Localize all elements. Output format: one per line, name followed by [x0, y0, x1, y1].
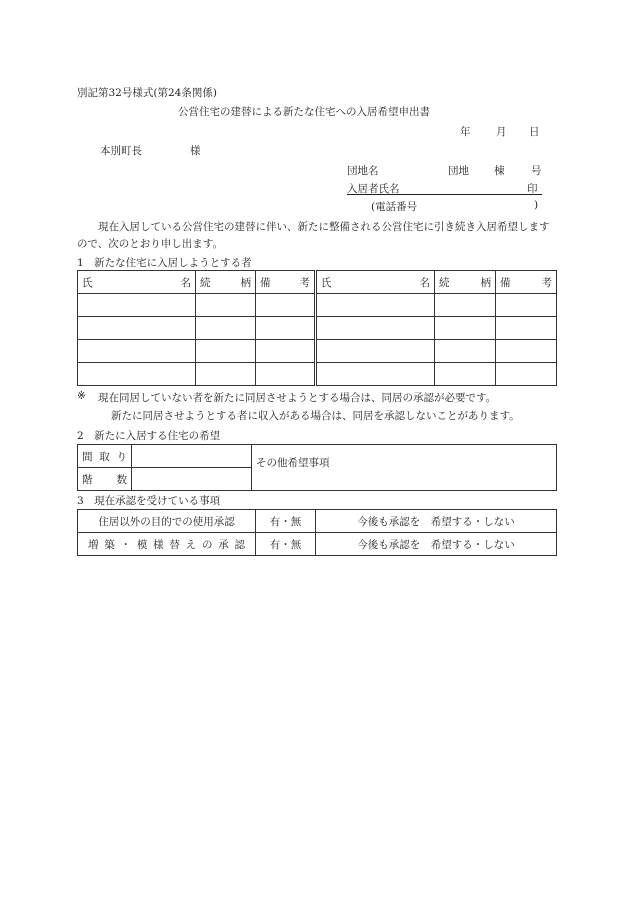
approval-wish-use[interactable]: 今後も承認を 希望する・しない: [316, 510, 557, 533]
col-relation-left: 続柄: [196, 271, 256, 294]
table-row: [78, 533, 557, 556]
danchi-suffix: 団地: [448, 165, 469, 177]
cell[interactable]: [496, 294, 557, 317]
cell[interactable]: [196, 294, 256, 317]
table-row: [78, 294, 557, 317]
date-year-label: 年: [460, 126, 471, 138]
note-income: 新たに同居させようとする者に収入がある場合は、同居を承認しないことがあります。: [111, 410, 520, 422]
date-day-label: 日: [529, 126, 540, 138]
housing-wish-table: [77, 444, 557, 491]
date-month-label: 月: [496, 126, 507, 138]
note-mark: ※: [77, 390, 86, 402]
floor-field[interactable]: [132, 468, 252, 491]
cell[interactable]: [256, 340, 316, 363]
cell[interactable]: [316, 363, 435, 386]
danchi-name-label: 団地名: [347, 165, 379, 177]
occupant-table: [77, 270, 557, 386]
cell[interactable]: [435, 294, 496, 317]
floor-label: 階数: [78, 468, 132, 491]
section3-heading: 3 現在承認を受けている事項: [77, 495, 221, 507]
occupant-table-header: [78, 271, 557, 294]
cell[interactable]: [435, 340, 496, 363]
cell[interactable]: [78, 317, 196, 340]
cell[interactable]: [316, 294, 435, 317]
cell[interactable]: [435, 363, 496, 386]
cell[interactable]: [78, 340, 196, 363]
cell[interactable]: [496, 340, 557, 363]
form-number: 別記第32号様式(第24条関係): [77, 87, 217, 99]
seal-mark: 印: [527, 183, 538, 195]
approval-choice-use[interactable]: 有・無: [256, 510, 316, 533]
name-underline: [347, 194, 542, 195]
col-remarks-left: 備考: [256, 271, 316, 294]
approval-label-renovation: 増築・模様替えの承認: [78, 533, 256, 556]
col-relation-right: 続柄: [435, 271, 496, 294]
cell[interactable]: [78, 363, 196, 386]
table-row: [78, 363, 557, 386]
approval-wish-renovation[interactable]: 今後も承認を 希望する・しない: [316, 533, 557, 556]
table-row: [78, 510, 557, 533]
col-name-left: 氏名: [78, 271, 196, 294]
cell[interactable]: [256, 363, 316, 386]
cell[interactable]: [496, 317, 557, 340]
document-title: 公営住宅の建替による新たな住宅への入居希望申出書: [178, 106, 430, 118]
building-label: 棟: [494, 165, 505, 177]
honorific: 様: [190, 145, 201, 157]
cell[interactable]: [496, 363, 557, 386]
cell[interactable]: [435, 317, 496, 340]
madori-field[interactable]: [132, 445, 252, 468]
cell[interactable]: [196, 363, 256, 386]
approval-choice-renovation[interactable]: 有・無: [256, 533, 316, 556]
cell[interactable]: [316, 317, 435, 340]
cell[interactable]: [256, 317, 316, 340]
cell[interactable]: [256, 294, 316, 317]
section1-heading: 1 新たな住宅に入居しようとする者: [77, 257, 252, 269]
other-wishes-label: その他希望事項: [256, 457, 330, 469]
note-cohabit: 現在同居していない者を新たに同居させようとする場合は、同居の承認が必要です。: [98, 392, 497, 404]
cell[interactable]: [78, 294, 196, 317]
col-remarks-right: 備考: [496, 271, 557, 294]
cell[interactable]: [196, 317, 256, 340]
number-label: 号: [531, 165, 542, 177]
col-name-right: 氏名: [316, 271, 435, 294]
section2-heading: 2 新たに入居する住宅の希望: [77, 430, 221, 442]
other-wishes-field[interactable]: [252, 445, 557, 491]
approval-table: [77, 509, 557, 556]
phone-close: ): [534, 199, 539, 211]
approval-label-use: 住居以外の目的での使用承認: [78, 510, 256, 533]
intro-text: 現在入居している公営住宅の建替に伴い、新たに整備される公営住宅に引き続き入居希望しますので、次のとおり申し出ます。: [77, 221, 550, 250]
cell[interactable]: [196, 340, 256, 363]
table-row: [78, 317, 557, 340]
cell[interactable]: [316, 340, 435, 363]
resident-name-label: 入居者氏名: [347, 183, 400, 195]
madori-label: 間取り: [78, 445, 132, 468]
table-row: [78, 340, 557, 363]
phone-label: (電話番号: [371, 201, 418, 213]
addressee: 本別町長: [100, 145, 142, 157]
